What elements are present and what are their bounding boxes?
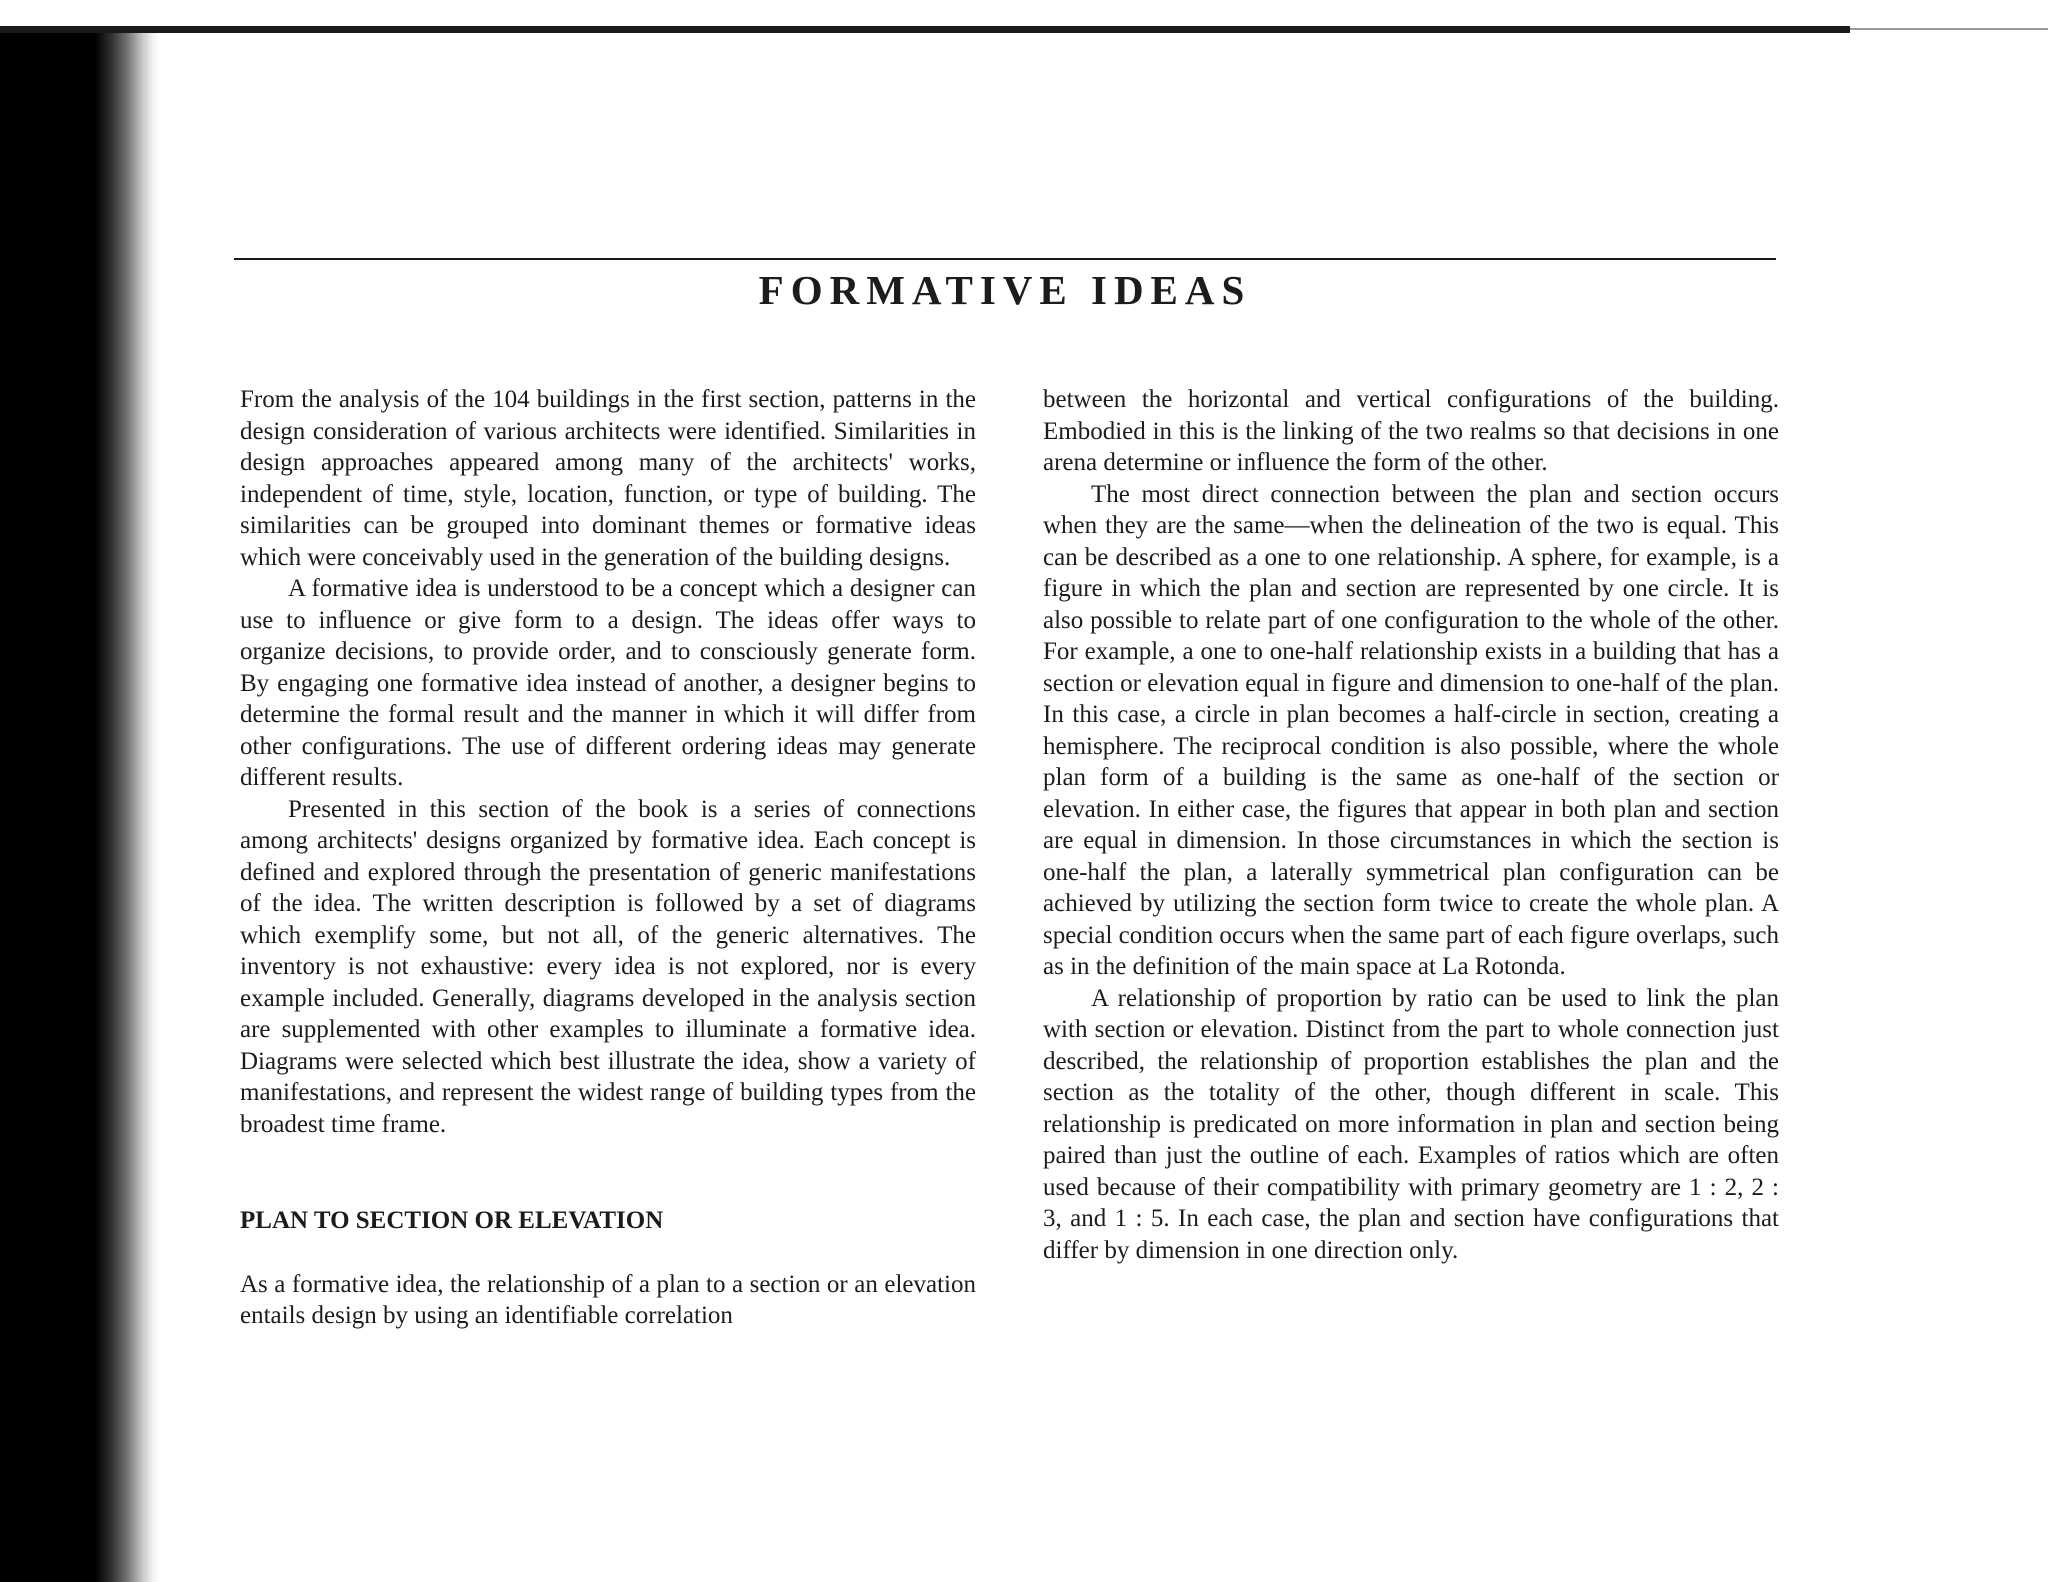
- page-title: FORMATIVE IDEAS: [758, 267, 1252, 313]
- right-column: [1043, 384, 1779, 1266]
- title-rule: [234, 258, 1776, 260]
- paragraph: The most direct connection between the plan and section occurs when they are the same—when the delineation of the two is equal. This can be described as a one to one relationship. A sphere, for example, is a figure in which the plan and section are represented by one circle. It is also possible to relate part of one configuration to the whole of the other. For example, a one to one-half relationship exists in a building that has a section or elevation equal in figure and dimension to one-half of the plan. In this case, a circle in plan becomes a half-circle in section, creating a hemisphere. The reciprocal condition is also possible, where the whole plan form of a building is the same as one-half of the section or elevation. In either case, the figures that appear in both plan and section are equal in dimension. In those circumstances in which the section is one-half the plan, a laterally symmetrical plan configuration can be achieved by utilizing the section form twice to create the whole plan. A special condition occurs when the same part of each figure overlaps, such as in the definition of the main space at La Rotonda.: [1043, 480, 1779, 980]
- scan-top-border: [0, 26, 1850, 33]
- paragraph: As a formative idea, the relationship of a plan to a section or an elevation entails design by using an identifiable correlation: [240, 1270, 976, 1329]
- paragraph: Presented in this section of the book is a series of connections among architects' designs organized by formative idea. Each concept is defined and explored through the presentation of generic manifestations of the idea. The written description is followed by a set of diagrams which exemplify some, but not all, of the generic alternatives. The inventory is not exhaustive: every idea is not explored, nor is every example included. Generally, diagrams developed in the analysis section are supplemented with other examples to illuminate a formative idea. Diagrams were selected which best illustrate the idea, show a variety of manifestations, and represent the widest range of building types from the broadest time frame.: [240, 795, 976, 1138]
- paragraph: A relationship of proportion by ratio can be used to link the plan with section or elevation. Distinct from the part to whole connection just described, the relationship of proportion establishes the plan and the section as the totality of the other, though different in scale. This relationship is predicated on more information in plan and section being paired than just the outline of each. Examples of ratios which are often used because of their compatibility with primary geometry are 1 : 2, 2 : 3, and 1 : 5. In each case, the plan and section have configurations that differ by dimension in one direction only.: [1043, 984, 1779, 1264]
- scan-left-shadow: [0, 33, 160, 1582]
- section-heading: PLAN TO SECTION OR ELEVATION: [240, 1207, 664, 1234]
- left-column: [240, 384, 976, 1332]
- scan-top-border-faint: [1850, 28, 2048, 30]
- paragraph: A formative idea is understood to be a concept which a designer can use to influence or give form to a design. The ideas offer ways to organize decisions, to provide order, and to consciously generate form. By engaging one formative idea instead of another, a designer begins to determine the formal result and the manner in which it will differ from other configurations. The use of different ordering ideas may generate different results.: [240, 575, 976, 791]
- paragraph: From the analysis of the 104 buildings in the first section, patterns in the design consideration of various architects were identified. Similarities in design approaches appeared among many of the architects' works, independent of time, style, location, function, or type of building. The similarities can be grouped into dominant themes or formative ideas which were conceivably used in the generation of the building designs.: [240, 386, 976, 571]
- paragraph: between the horizontal and vertical configurations of the building. Embodied in this is the linking of the two realms so that decisions in one arena determine or influence the form of the other.: [1043, 386, 1779, 476]
